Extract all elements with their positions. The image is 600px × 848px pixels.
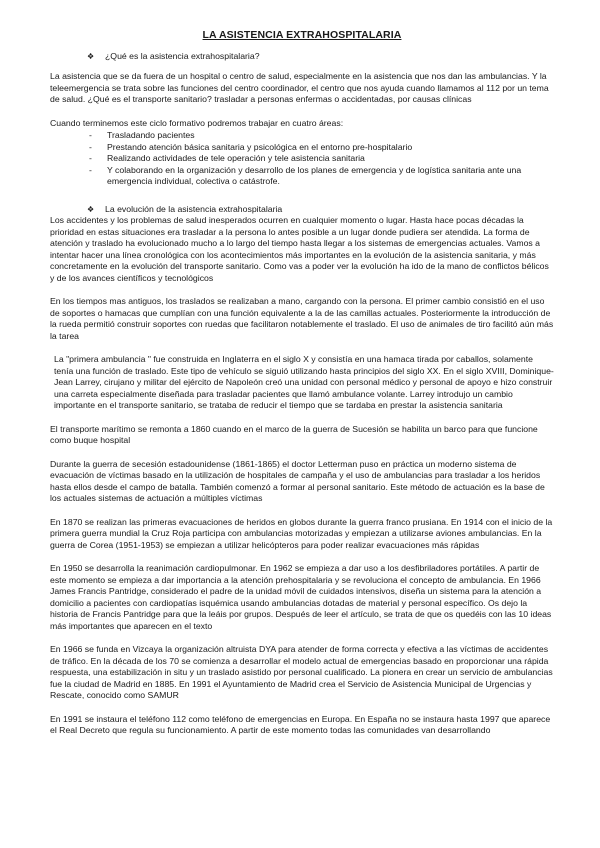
areas-intro: Cuando terminemos este ciclo formativo podremos trabajar en cuatro áreas:	[50, 117, 344, 128]
paragraph: En 1950 se desarrolla la reanimación cardiopulmonar. En 1962 se empieza a dar uso a los desfibriladores portátiles. A partir de este momento se empieza a dar importancia a la atención prehospitalaria y se revoluciona el concepto de ambulancia. En 1966 James Francis Pantridge, considerado el padre de la unidad móvil de cuidados intensivos, diseña un sistema para la atención a domicilio a pacientes con cardiopatías isquémica usando ambulancias dotadas de material y personal específico. Os dejo la historia de Francis Pantridge para que la leáis por grupos. Después de leer el artículo, se trata de que os quedéis con las 10 ideas más importantes que aparecen en el texto	[50, 563, 552, 631]
list-item: - Realizando actividades de tele operación y tele asistencia sanitaria	[89, 153, 365, 163]
paragraph: El transporte marítimo se remonta a 1860 cuando en el marco de la guerra de Sucesión se habilita un barco para que funcione como buque hospital	[50, 423, 538, 445]
paragraph: En los tiempos mas antiguos, los traslados se realizaban a mano, cargando con la persona. El primer cambio consistió en el uso de soportes o hamacas que cumplían con una función equivalente a la de las camillas actuales. Posteriormente la introducción de la rueda permitió construir soportes con ruedas que facilitaron notablemente el traslado. El uso de animales de tiro facilitó aún más la tarea	[50, 296, 554, 341]
list-item: - Y colaborando en la organización y desarrollo de los planes de emergencia y de logística sanitaria ante una emergencia individual, colectiva o catástrofe.	[89, 164, 522, 186]
areas-list	[50, 130, 554, 188]
section-heading-que-es	[87, 51, 554, 63]
section-heading-text: ¿Qué es la asistencia extrahospitalaria?	[105, 50, 260, 61]
paragraph: En 1870 se realizan las primeras evacuaciones de heridos en globos durante la guerra franco prusiana. En 1914 con el inicio de la primera guerra mundial la Cruz Roja participa con ambulancias motorizadas y empiezan a utilizarse aviones ambulancias. En la guerra de Corea (1951-1953) se empiezan a utilizar helicópteros para poder realizar evacuaciones más rápidas	[50, 516, 553, 550]
paragraph: Los accidentes y los problemas de salud inesperados ocurren en cualquier momento o lugar. Hasta hace pocas décadas la prioridad en estas situaciones era trasladar a la persona lo antes posible a un lugar donde pudiera ser atendida. La forma de atención y traslado ha evolucionado mucho a lo largo del tiempo hasta llegar a los sistemas de emergencias actuales. Vamos a intentar hacer una línea cronológica con los acontecimientos más importantes en la evolución de la asistencia sanitaria, y más concretamente en la evolución del transporte sanitario. Como vas a poder ver la evolución ha ido de la mano de conflictos bélicos y de los avances científicos y tecnológicos	[50, 215, 549, 283]
paragraph: En 1991 se instaura el teléfono 112 como teléfono de emergencias en Europa. En España no se instaura hasta 1997 que aparece el Real Decreto que regula su funcionamiento. A partir de este momento todas las comunidades van desarrollando	[50, 713, 551, 735]
paragraph: La "primera ambulancia " fue construida en Inglaterra en el siglo X y consistía en una hamaca tirada por caballos, solamente tenía una función de traslado. Este tipo de vehículo se siguió utilizando hasta principios del siglo XX. En el siglo XVIII, Dominique-Jean Larrey, cirujano y militar del ejército de Napoleón creó una unidad con personal médico y personal de apoyo e hizo construir una carreta especialmente diseñada para trasladar pacientes que llamó ambulance volante. Larrey introdujo un cambio importante en el transporte sanitario, se trataba de reducir el tiempo que se tardaba en prestar la asistencia sanitaria	[54, 354, 554, 410]
list-item: - Trasladando pacientes	[89, 130, 195, 140]
diamond-bullet-icon: ❖	[87, 204, 95, 214]
section-heading-text: La evolución de la asistencia extrahospitalaria	[105, 203, 283, 214]
diamond-bullet-icon: ❖	[87, 51, 95, 61]
list-item: - Prestando atención básica sanitaria y psicológica en el entorno pre-hospitalario	[89, 141, 413, 152]
paragraph: En 1966 se funda en Vizcaya la organización altruista DYA para atender de forma correcta y efectiva a las víctimas de accidentes de tráfico. En la década de los 70 se comienza a desarrollar el modelo actual de emergencias basado en proporcionar una rápida respuesta, una estabilización in situ y un traslado asistido por personal cualificado. La pionera en crear un servicio de ambulancias fue la ciudad de Madrid en 1885. En 1991 el Ayuntamiento de Madrid crea el Servicio de Asistencia Municipal de Urgencias y Rescate, conocido como SAMUR	[50, 644, 553, 700]
paragraph: Durante la guerra de secesión estadounidense (1861-1865) el doctor Letterman puso en práctica un moderno sistema de evacuación de víctimas basado en la utilización de hospitales de campaña y el uso de ambulancias para trasladar a los heridos hasta ellos desde el campo de batalla. También comenzó a formar al personal sanitario. Este método de actuación es la base de los actuales sistemas de actuación a múltiples víctimas	[50, 458, 545, 503]
definition-paragraph: La asistencia que se da fuera de un hospital o centro de salud, especialmente en la asistencia que nos dan las ambulancias. Y la teleemergencia se trata sobre las funciones del centro coordinador, el centro que nos ayuda cuando llamamos al 112 por un tema de salud. ¿Qué es el transporte sanitario? trasladar a personas enfermas o accidentadas, por causas clínicas	[50, 71, 549, 104]
section-heading-evolucion	[87, 204, 554, 216]
document-title: LA ASISTENCIA EXTRAHOSPITALARIA	[202, 29, 402, 41]
